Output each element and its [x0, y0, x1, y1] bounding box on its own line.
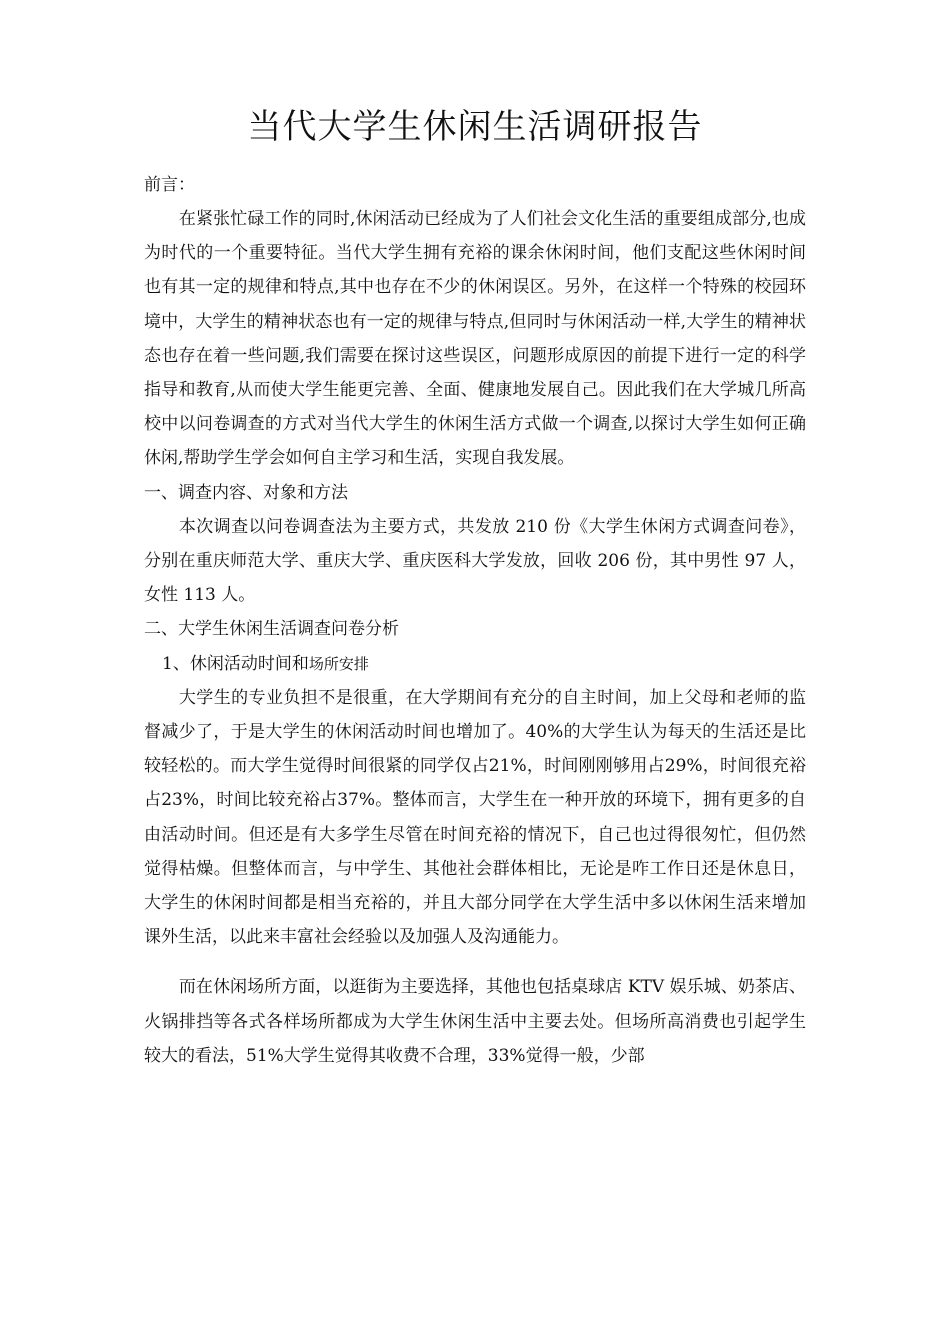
- document-title: 当代大学生休闲生活调研报告: [247, 107, 703, 147]
- subsection-heading-1: [144, 647, 806, 681]
- subsection-1-paragraph-1: 大学生的专业负担不是很重，在大学期间有充分的自主时间，加上父母和老师的监督减少了，于是大学生的休闲活动时间也增加了。40%的大学生认为每天的生活还是比较轻松的。而大学生觉得时间很紧的同学仅占21%，时间刚刚够用占29%，时间很充裕占23%，时间比较充裕占37%。整体而言，大学生在一种开放的环境下，拥有更多的自由活动时间。但还是有大多学生尽管在时间充裕的情况下，自己也过得很匆忙，但仍然觉得枯燥。但整体而言，与中学生、其他社会群体相比，无论是咋工作日还是休息日，大学生的休闲时间都是相当充裕的，并且大部分同学在大学生活中多以休闲生活来增加课外生活，以此来丰富社会经验以及加强人及沟通能力。: [144, 687, 806, 948]
- subsection-heading-main: 1、休闲活动时间和: [162, 653, 309, 674]
- preface-label: 前言：: [144, 175, 195, 195]
- section-heading-2: 二、大学生休闲生活调查问卷分析: [144, 619, 399, 640]
- section-1-paragraph: 本次调查以问卷调查法为主要方式，共发放 210 份《大学生休闲方式调查问卷》，分别在重庆师范大学、重庆大学、重庆医科大学发放，回收 206 份，其中男性 97 人，女性 113 人。: [144, 516, 806, 606]
- subsection-heading-small: 场所安排: [308, 654, 369, 673]
- preface-paragraph: 在紧张忙碌工作的同时,休闲活动已经成为了人们社会文化生活的重要组成部分,也成为时代的一个重要特征。当代大学生拥有充裕的课余休闲时间，他们支配这些休闲时间也有其一定的规律和特点,其中也存在不少的休闲误区。另外，在这样一个特殊的校园环境中，大学生的精神状态也有一定的规律与特点,但同时与休闲活动一样,大学生的精神状态也存在着一些问题,我们需要在探讨这些误区，问题形成原因的前提下进行一定的科学指导和教育,从而使大学生能更完善、全面、健康地发展自己。因此我们在大学城几所高校中以问卷调查的方式对当代大学生的休闲生活方式做一个调查,以探讨大学生如何正确休闲,帮助学生学会如何自主学习和生活，实现自我发展。: [144, 209, 806, 469]
- section-heading-1: 一、调查内容、对象和方法: [144, 482, 348, 503]
- subsection-1-paragraph-2: 而在休闲场所方面，以逛街为主要选择，其他也包括桌球店 KTV 娱乐城、奶茶店、火锅排挡等各式各样场所都成为大学生休闲生活中主要去处。但场所高消费也引起学生较大的看法，51%大学生觉得其收费不合理，33%觉得一般，少部: [144, 977, 806, 1066]
- paragraph-spacer: [144, 954, 806, 970]
